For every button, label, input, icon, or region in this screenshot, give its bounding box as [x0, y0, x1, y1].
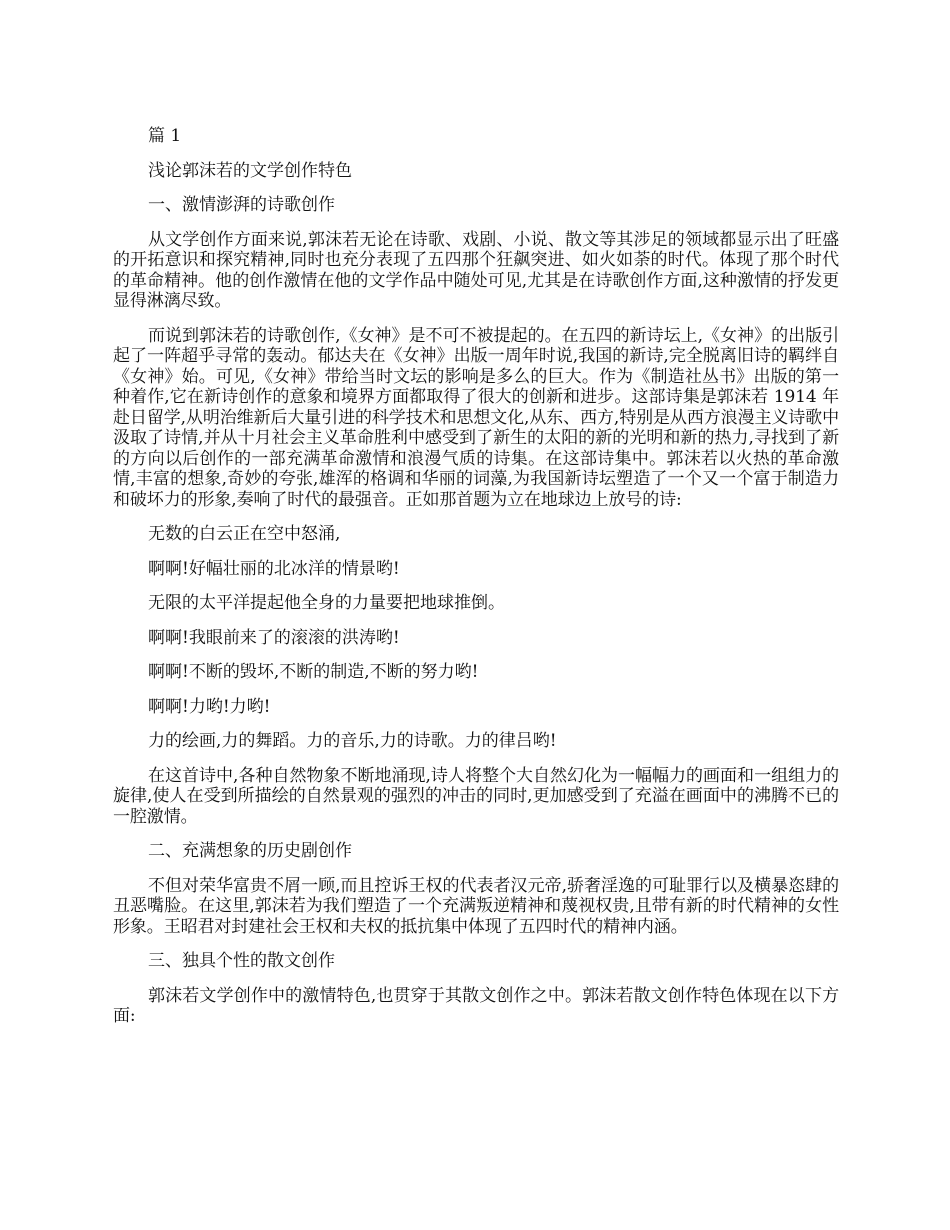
body-paragraph: 而说到郭沫若的诗歌创作,《女神》是不可不被提起的。在五四的新诗坛上,《女神》的出版引起了一阵超乎寻常的轰动。郁达夫在《女神》出版一周年时说,我国的新诗,完全脱离旧诗的羁绊自《女神》始。可见,《女神》带给当时文坛的影响是多么的巨大。作为《制造社丛书》出版的第一种着作,它在新诗创作的意象和境界方面都取得了很大的创新和进步。这部诗集是郭沫若 1914 年赴日留学,从明治维新后大量引进的科学技术和思想文化,从东、西方,特别是从西方浪漫主义诗歌中汲取了诗情,并从十月社会主义革命胜利中感受到了新生的太阳的新的光明和新的热力,寻找到了新的方向以后创作的一部充满革命激情和浪漫气质的诗集。在这部诗集中。郭沫若以火热的革命激情,丰富的想象,奇妙的夸张,雄浑的格调和华丽的词藻,为我国新诗坛塑造了一个又一个富于制造力和破坏力的形象,奏响了时代的最强音。正如那首题为立在地球边上放号的诗: — [113, 325, 839, 510]
section-heading-poetry: 一、激情澎湃的诗歌创作 — [148, 195, 335, 215]
poem-line: 啊啊!好幅壮丽的北冰洋的情景哟! — [148, 558, 400, 579]
document-title: 浅论郭沫若的文学创作特色 — [148, 160, 352, 181]
chapter-label: 篇 1 — [148, 126, 182, 146]
document-page — [113, 126, 839, 1041]
poem-line: 无限的太平洋提起他全身的力量要把地球推倒。 — [148, 593, 505, 613]
body-paragraph: 在这首诗中,各种自然物象不断地涌现,诗人将整个大自然幻化为一幅幅力的画面和一组组力的旋律,使人在受到所描绘的自然景观的强烈的冲击的同时,更加感受到了充溢在画面中的沸腾不已的一腔激情。 — [113, 765, 839, 827]
poem-line: 力的绘画,力的舞蹈。力的音乐,力的诗歌。力的律吕哟! — [148, 731, 557, 751]
body-paragraph: 郭沫若文学创作中的激情特色,也贯穿于其散文创作之中。郭沫若散文创作特色体现在以下方面: — [113, 985, 839, 1026]
body-paragraph: 不但对荣华富贵不屑一顾,而且控诉王权的代表者汉元帝,骄奢淫逸的可耻罪行以及横暴恣肆的丑恶嘴脸。在这里,郭沫若为我们塑造了一个充满叛逆精神和蔑视权贵,且带有新的时代精神的女性形象。王昭君对封建社会王权和夫权的抵抗集中体现了五四时代的精神内涵。 — [113, 875, 839, 937]
poem-line: 啊啊!不断的毁坏,不断的制造,不断的努力哟! — [148, 662, 479, 682]
section-heading-prose: 三、独具个性的散文创作 — [148, 951, 335, 971]
poem-line: 啊啊!我眼前来了的滚滚的洪涛哟! — [148, 627, 400, 648]
body-paragraph: 从文学创作方面来说,郭沫若无论在诗歌、戏剧、小说、散文等其涉足的领域都显示出了旺盛的开拓意识和探究精神,同时也充分表现了五四那个狂飙突进、如火如荼的时代。体现了那个时代的革命精神。他的创作激情在他的文学作品中随处可见,尤其是在诗歌创作方面,这种激情的抒发更显得淋漓尽致。 — [113, 229, 839, 311]
poem-line: 无数的白云正在空中怒涌, — [148, 524, 341, 544]
poem-line: 啊啊!力哟!力哟! — [148, 696, 271, 717]
section-heading-drama: 二、充满想象的历史剧创作 — [148, 841, 352, 861]
